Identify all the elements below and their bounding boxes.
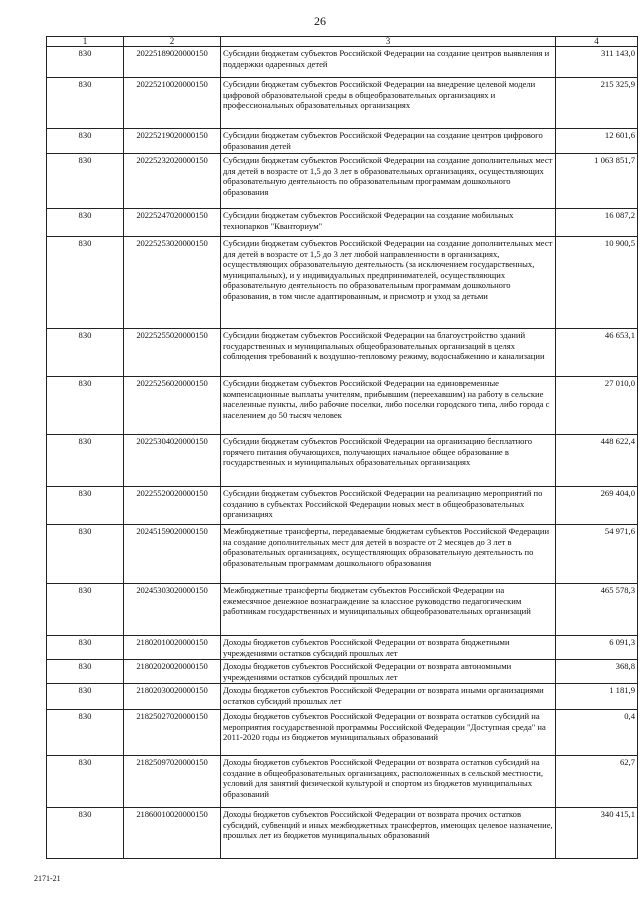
income-code-cell: 21802020020000150 [124, 660, 221, 684]
income-code-cell: 21825027020000150 [124, 710, 221, 756]
table-header-row [47, 37, 638, 47]
income-code-cell: 21802030020000150 [124, 684, 221, 710]
income-code-cell: 21802010020000150 [124, 636, 221, 660]
income-code-cell: 20225210020000150 [124, 78, 221, 129]
amount-cell: 269 404,0 [556, 487, 638, 525]
amount-cell: 16 087,2 [556, 209, 638, 237]
income-name-cell: Доходы бюджетов субъектов Российской Федерации от возврата остатков субсидий на создание в общеобразовательных организациях, расположенных в сельской местности, условий для занятий физической культурой и спортом из бюджетов муниципальных образований [221, 756, 556, 808]
admin-code-cell: 830 [47, 377, 124, 435]
table-row [47, 636, 638, 660]
table-row [47, 525, 638, 584]
income-name-cell: Субсидии бюджетам субъектов Российской Федерации на создание центров выявления и поддержки одаренных детей [221, 47, 556, 78]
income-name-cell: Субсидии бюджетам субъектов Российской Федерации на реализацию мероприятий по созданию в субъектах Российской Федерации новых мест в общеобразовательных организациях [221, 487, 556, 525]
table-row [47, 660, 638, 684]
admin-code-cell: 830 [47, 710, 124, 756]
amount-cell: 6 091,3 [556, 636, 638, 660]
header-col-3: 3 [221, 37, 556, 47]
table-row [47, 435, 638, 487]
income-name-cell: Субсидии бюджетам субъектов Российской Федерации на создание мобильных технопарков "Кванториум" [221, 209, 556, 237]
income-name-cell: Доходы бюджетов субъектов Российской Федерации от возврата автономными учреждениями остатков субсидий прошлых лет [221, 660, 556, 684]
income-code-cell: 21825097020000150 [124, 756, 221, 808]
table-row [47, 237, 638, 329]
admin-code-cell: 830 [47, 209, 124, 237]
table-row [47, 756, 638, 808]
income-name-cell: Доходы бюджетов субъектов Российской Федерации от возврата иными организациями остатков субсидий прошлых лет [221, 684, 556, 710]
table-row [47, 377, 638, 435]
admin-code-cell: 830 [47, 636, 124, 660]
income-code-cell: 20225255020000150 [124, 329, 221, 377]
amount-cell: 54 971,6 [556, 525, 638, 584]
income-code-cell: 20225520020000150 [124, 487, 221, 525]
income-name-cell: Субсидии бюджетам субъектов Российской Федерации на создание дополнительных мест для детей в возрасте от 1,5 до 3 лет любой направленности в организациях, осуществляющих образовательную деятельность (за исключением государственных, муниципальных), и у индивидуальных предпринимателей, осуществляющих образовательную деятельность по образовательным программам дошкольного образования, в том числе адаптированным, и присмотр и уход за детьми [221, 237, 556, 329]
income-name-cell: Доходы бюджетов субъектов Российской Федерации от возврата бюджетными учреждениями остатков субсидий прошлых лет [221, 636, 556, 660]
income-name-cell: Субсидии бюджетам субъектов Российской Федерации на внедрение целевой модели цифровой образовательной среды в общеобразовательных организациях и профессиональных образовательных организациях [221, 78, 556, 129]
income-code-cell: 20225189020000150 [124, 47, 221, 78]
income-name-cell: Субсидии бюджетам субъектов Российской Федерации на благоустройство зданий государственных и муниципальных общеобразовательных организаций в целях соблюдения требований к воздушно-тепловому режиму, водоснабжению и канализации [221, 329, 556, 377]
admin-code-cell: 830 [47, 525, 124, 584]
income-code-cell: 20225304020000150 [124, 435, 221, 487]
income-code-cell: 20245303020000150 [124, 584, 221, 636]
amount-cell: 368,8 [556, 660, 638, 684]
income-code-cell: 20225232020000150 [124, 154, 221, 209]
table-row [47, 684, 638, 710]
income-name-cell: Межбюджетные трансферты, передаваемые бюджетам субъектов Российской Федерации на создание дополнительных мест для детей в возрасте от 2 месяцев до 3 лет в образовательных организациях, осуществляющих образовательную деятельность по образовательным программам дошкольного образования [221, 525, 556, 584]
income-code-cell: 20245159020000150 [124, 525, 221, 584]
admin-code-cell: 830 [47, 129, 124, 154]
page-number: 26 [314, 14, 326, 28]
admin-code-cell: 830 [47, 756, 124, 808]
amount-cell: 311 143,0 [556, 47, 638, 78]
income-code-cell: 20225219020000150 [124, 129, 221, 154]
admin-code-cell: 830 [47, 78, 124, 129]
table-row [47, 129, 638, 154]
admin-code-cell: 830 [47, 435, 124, 487]
amount-cell: 0,4 [556, 710, 638, 756]
amount-cell: 448 622,4 [556, 435, 638, 487]
amount-cell: 27 010,0 [556, 377, 638, 435]
income-name-cell: Доходы бюджетов субъектов Российской Федерации от возврата прочих остатков субсидий, субвенций и иных межбюджетных трансфертов, имеющих целевое назначение, прошлых лет из бюджетов муниципальных образований [221, 808, 556, 859]
admin-code-cell: 830 [47, 237, 124, 329]
income-name-cell: Межбюджетные трансферты бюджетам субъектов Российской Федерации на ежемесячное денежное вознаграждение за классное руководство педагогическим работникам государственных и муниципальных общеобразовательных организаций [221, 584, 556, 636]
income-name-cell: Субсидии бюджетам субъектов Российской Федерации на создание центров цифрового образования детей [221, 129, 556, 154]
header-col-2: 2 [124, 37, 221, 47]
table-row [47, 710, 638, 756]
amount-cell: 215 325,9 [556, 78, 638, 129]
amount-cell: 46 653,1 [556, 329, 638, 377]
admin-code-cell: 830 [47, 660, 124, 684]
amount-cell: 10 900,5 [556, 237, 638, 329]
admin-code-cell: 830 [47, 684, 124, 710]
amount-cell: 1 181,9 [556, 684, 638, 710]
table-row [47, 47, 638, 78]
amount-cell: 465 578,3 [556, 584, 638, 636]
income-name-cell: Субсидии бюджетам субъектов Российской Федерации на создание дополнительных мест для детей в возрасте от 1,5 до 3 лет в образовательных организациях, осуществляющих образовательную деятельность по образовательным программам дошкольного образования [221, 154, 556, 209]
income-code-cell: 20225247020000150 [124, 209, 221, 237]
amount-cell: 1 063 851,7 [556, 154, 638, 209]
admin-code-cell: 830 [47, 808, 124, 859]
amount-cell: 62,7 [556, 756, 638, 808]
income-name-cell: Субсидии бюджетам субъектов Российской Федерации на единовременные компенсационные выплаты учителям, прибывшим (переехавшим) на работу в сельские населенные пункты, либо рабочие поселки, либо поселки городского типа, либо города с населением до 50 тысяч человек [221, 377, 556, 435]
admin-code-cell: 830 [47, 487, 124, 525]
table-row [47, 209, 638, 237]
table-row [47, 78, 638, 129]
income-name-cell: Доходы бюджетов субъектов Российской Федерации от возврата остатков субсидий на мероприятия государственной программы Российской Федерации "Доступная среда" на 2011-2020 годы из бюджетов муниципальных образований [221, 710, 556, 756]
admin-code-cell: 830 [47, 47, 124, 78]
admin-code-cell: 830 [47, 154, 124, 209]
table-row [47, 487, 638, 525]
amount-cell: 12 601,6 [556, 129, 638, 154]
table-row [47, 808, 638, 859]
budget-table [46, 36, 638, 859]
table-row [47, 584, 638, 636]
header-col-4: 4 [556, 37, 638, 47]
income-code-cell: 20225253020000150 [124, 237, 221, 329]
table-row [47, 154, 638, 209]
amount-cell: 340 415,1 [556, 808, 638, 859]
income-name-cell: Субсидии бюджетам субъектов Российской Федерации на организацию бесплатного горячего питания обучающихся, получающих начальное общее образование в государственных и муниципальных образовательных организациях [221, 435, 556, 487]
admin-code-cell: 830 [47, 329, 124, 377]
header-col-1: 1 [47, 37, 124, 47]
admin-code-cell: 830 [47, 584, 124, 636]
income-code-cell: 21860010020000150 [124, 808, 221, 859]
table-row [47, 329, 638, 377]
income-code-cell: 20225256020000150 [124, 377, 221, 435]
document-code: 2171-21 [34, 874, 61, 883]
